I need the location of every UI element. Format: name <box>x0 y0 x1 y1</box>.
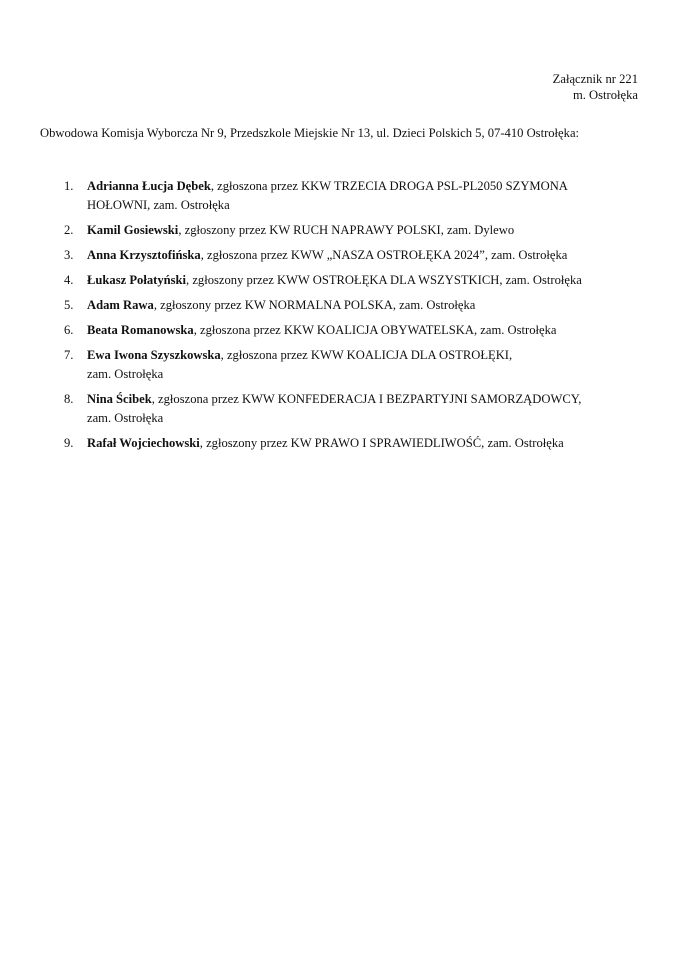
member-details: , zgłoszony przez KW RUCH NAPRAWY POLSKI, zam. Dylewo <box>178 223 515 237</box>
item-number: 1. <box>64 179 74 193</box>
item-number: 7. <box>64 348 74 362</box>
list-item <box>57 321 652 340</box>
member-name: Łukasz Połatyński <box>87 273 187 287</box>
item-line-1 <box>87 177 652 196</box>
list-item <box>57 271 652 290</box>
member-details: , zgłoszona przez KWW KOALICJA DLA OSTROŁĘKI, <box>220 348 513 362</box>
list-item <box>57 346 652 384</box>
members-list <box>57 177 652 459</box>
item-number: 3. <box>64 248 74 262</box>
item-line-1 <box>87 321 652 340</box>
item-number: 5. <box>64 298 74 312</box>
attachment-number: Załącznik nr 221 <box>552 72 638 86</box>
commission-title: Obwodowa Komisja Wyborcza Nr 9, Przedszkole Miejskie Nr 13, ul. Dzieci Polskich 5, 07-410 Ostrołęka: <box>40 126 580 140</box>
item-number: 6. <box>64 323 74 337</box>
item-line-1 <box>87 221 652 240</box>
item-line-1 <box>87 390 652 409</box>
item-number: 2. <box>64 223 74 237</box>
item-line-2: zam. Ostrołęka <box>87 411 164 425</box>
list-item <box>57 221 652 240</box>
member-name: Rafał Wojciechowski <box>87 436 200 450</box>
member-details: , zgłoszony przez KWW OSTROŁĘKA DLA WSZYSTKICH, zam. Ostrołęka <box>186 273 582 287</box>
item-number: 9. <box>64 436 74 450</box>
list-item <box>57 177 652 215</box>
item-line-1 <box>87 296 652 315</box>
list-item <box>57 246 652 265</box>
member-details: , zgłoszona przez KWW „NASZA OSTROŁĘKA 2024”, zam. Ostrołęka <box>200 248 568 262</box>
member-details: , zgłoszona przez KWW KONFEDERACJA I BEZPARTYJNI SAMORZĄDOWCY, <box>151 392 582 406</box>
item-line-1 <box>87 434 652 453</box>
member-details: , zgłoszony przez KW PRAWO I SPRAWIEDLIWOŚĆ, zam. Ostrołęka <box>199 436 564 450</box>
member-details: , zgłoszona przez KKW TRZECIA DROGA PSL-PL2050 SZYMONA <box>210 179 568 193</box>
member-name: Anna Krzysztofińska <box>87 248 201 262</box>
member-details: , zgłoszona przez KKW KOALICJA OBYWATELSKA, zam. Ostrołęka <box>193 323 557 337</box>
item-line-1 <box>87 271 652 290</box>
item-line-1 <box>87 246 652 265</box>
item-number: 4. <box>64 273 74 287</box>
item-number: 8. <box>64 392 74 406</box>
member-name: Adrianna Łucja Dębek <box>87 179 211 193</box>
member-name: Adam Rawa <box>87 298 154 312</box>
member-name: Nina Ścibek <box>87 392 152 406</box>
member-name: Ewa Iwona Szyszkowska <box>87 348 221 362</box>
item-line-2: zam. Ostrołęka <box>87 367 164 381</box>
item-line-1 <box>87 346 652 365</box>
list-item <box>57 434 652 453</box>
member-name: Beata Romanowska <box>87 323 194 337</box>
member-name: Kamil Gosiewski <box>87 223 179 237</box>
attachment-city: m. Ostrołęka <box>572 87 638 102</box>
attachment-header <box>553 72 638 103</box>
item-line-2: HOŁOWNI, zam. Ostrołęka <box>87 198 230 212</box>
member-details: , zgłoszony przez KW NORMALNA POLSKA, zam. Ostrołęka <box>153 298 476 312</box>
list-item <box>57 390 652 428</box>
list-item <box>57 296 652 315</box>
